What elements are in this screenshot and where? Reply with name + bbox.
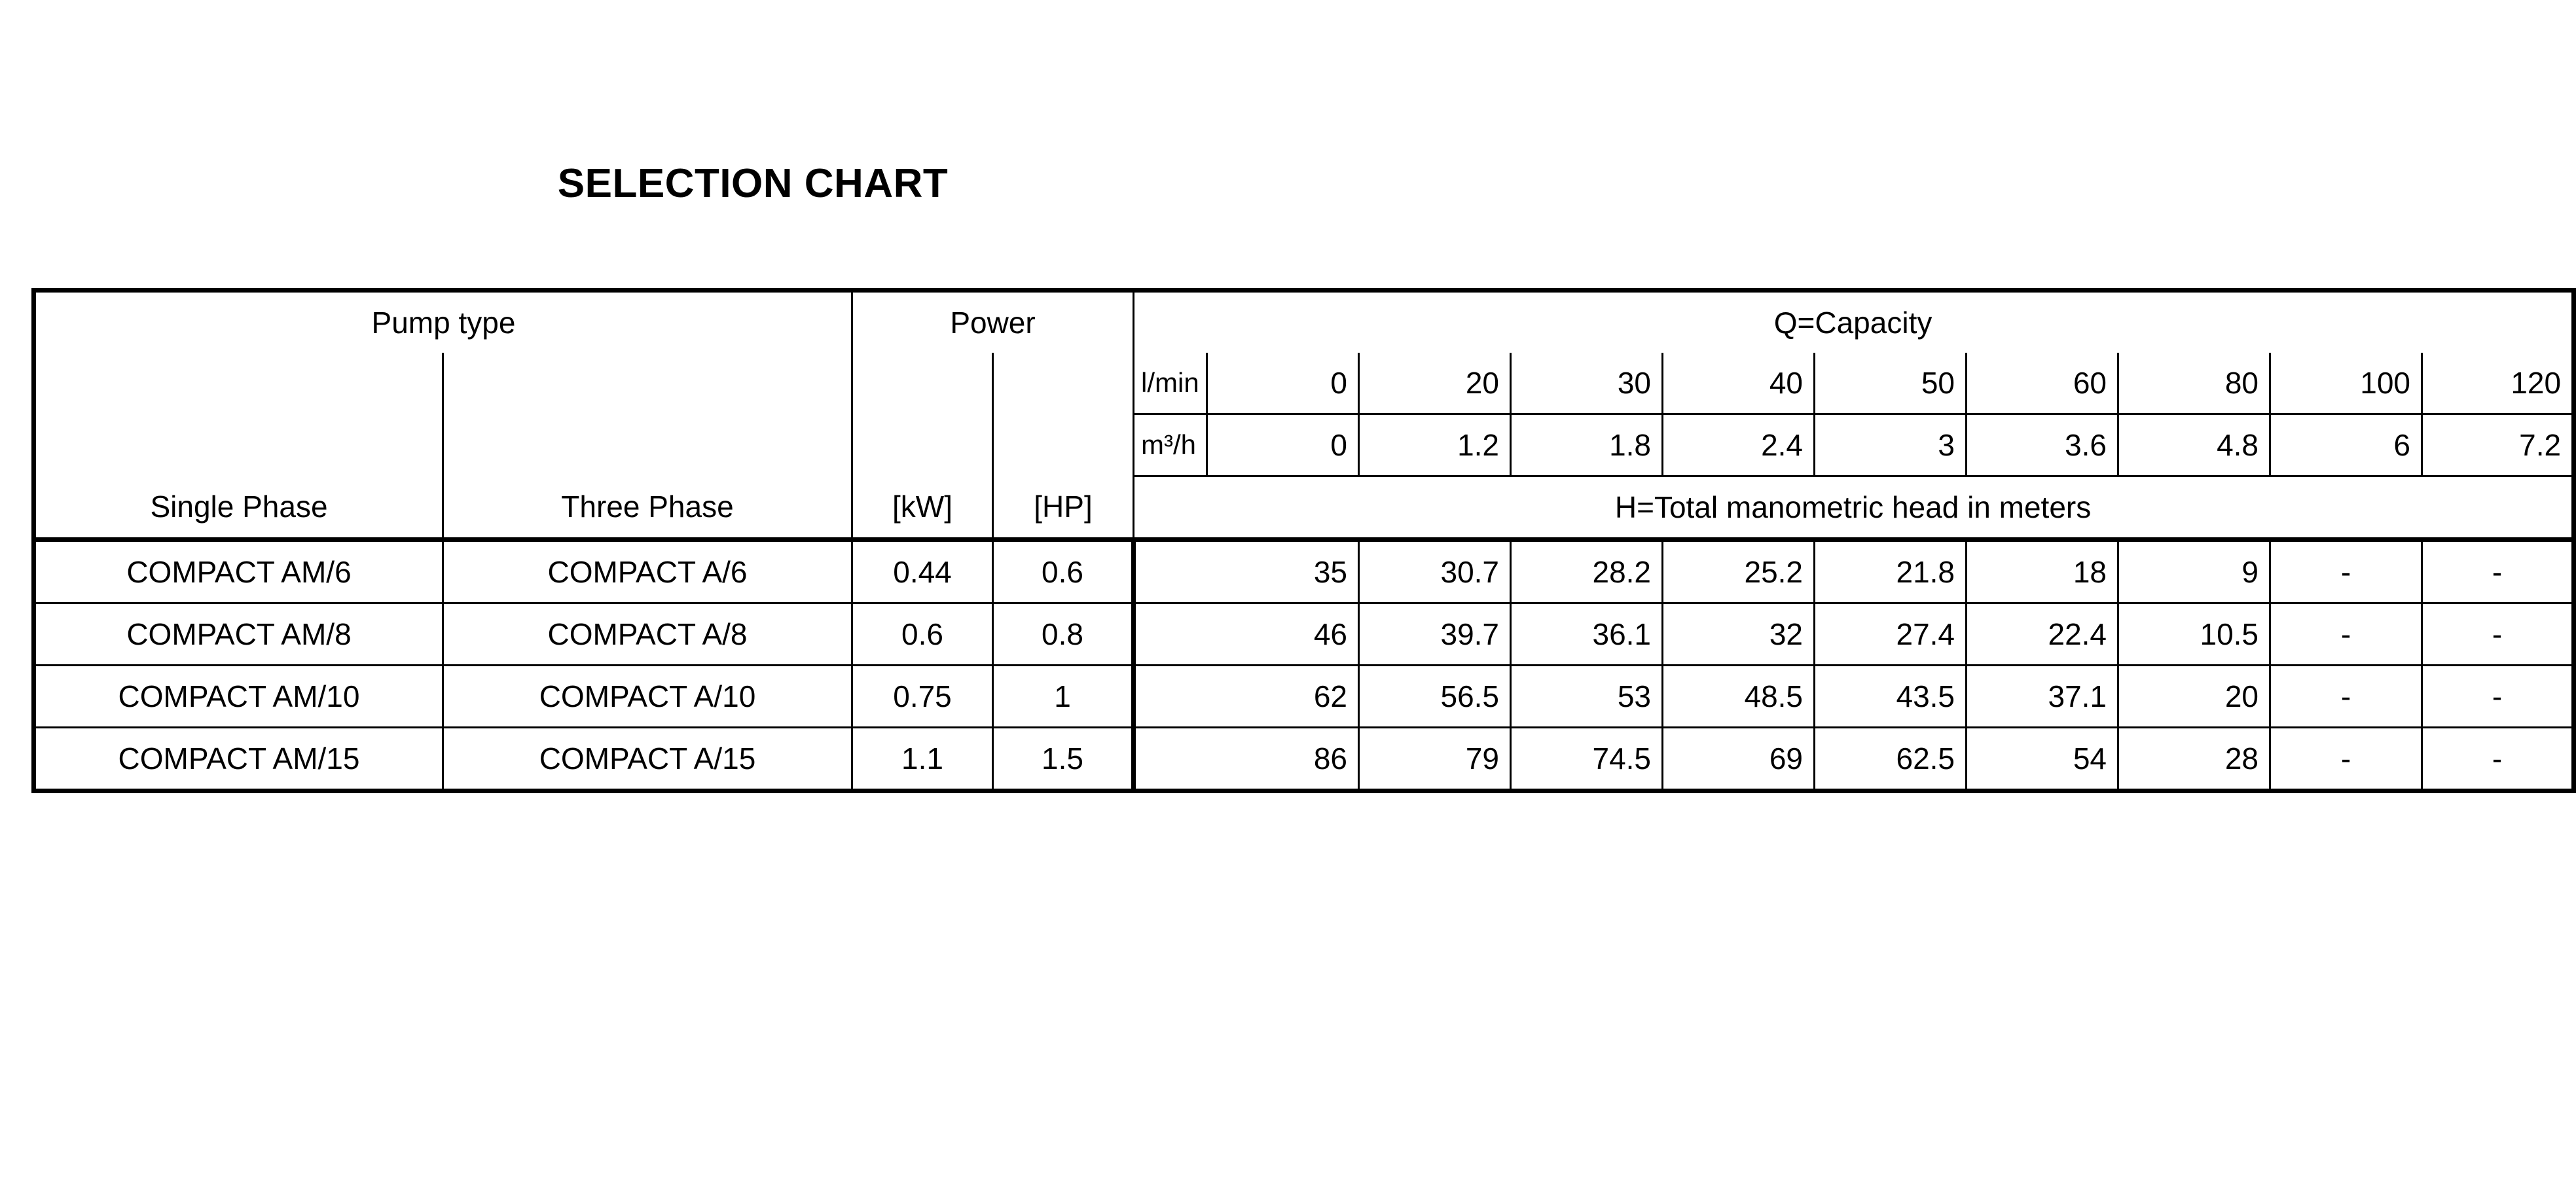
header-single-phase: Single Phase [34, 476, 443, 540]
selection-chart-table [31, 288, 2576, 793]
header-spacer-single-2 [34, 414, 443, 476]
cell-kw: 0.75 [852, 666, 993, 728]
capacity-lmin-50: 50 [1815, 353, 1967, 414]
cell-head-6: 9 [2118, 540, 2270, 603]
cell-head-3: 48.5 [1663, 666, 1815, 728]
cell-head-0: 86 [1134, 728, 1359, 791]
cell-head-7: - [2270, 728, 2422, 791]
capacity-m3h-3-6: 3.6 [1967, 414, 2118, 476]
header-hp: [HP] [993, 476, 1134, 540]
capacity-m3h-4-8: 4.8 [2118, 414, 2270, 476]
table-row [34, 728, 2574, 791]
header-row-group [34, 291, 2574, 353]
cell-hp: 0.6 [993, 540, 1134, 603]
cell-head-1: 56.5 [1359, 666, 1511, 728]
cell-head-2: 53 [1511, 666, 1663, 728]
header-head-note: H=Total manometric head in meters [1134, 476, 2574, 540]
cell-head-8: - [2422, 540, 2574, 603]
cell-three-phase: COMPACT A/15 [443, 728, 852, 791]
cell-head-3: 32 [1663, 603, 1815, 666]
header-row-lmin [34, 353, 2574, 414]
header-three-phase: Three Phase [443, 476, 852, 540]
cell-head-5: 37.1 [1967, 666, 2118, 728]
capacity-m3h-1-2: 1.2 [1359, 414, 1511, 476]
header-spacer-three-2 [443, 414, 852, 476]
cell-kw: 0.6 [852, 603, 993, 666]
cell-head-4: 43.5 [1815, 666, 1967, 728]
capacity-m3h-7-2: 7.2 [2422, 414, 2574, 476]
cell-three-phase: COMPACT A/6 [443, 540, 852, 603]
header-spacer-kw [852, 353, 993, 414]
cell-hp: 1 [993, 666, 1134, 728]
cell-head-4: 62.5 [1815, 728, 1967, 791]
cell-head-7: - [2270, 603, 2422, 666]
cell-head-1: 30.7 [1359, 540, 1511, 603]
capacity-lmin-60: 60 [1967, 353, 2118, 414]
cell-head-6: 28 [2118, 728, 2270, 791]
cell-single-phase: COMPACT AM/15 [34, 728, 443, 791]
header-capacity: Q=Capacity [1134, 291, 2574, 353]
cell-head-4: 27.4 [1815, 603, 1967, 666]
cell-head-3: 69 [1663, 728, 1815, 791]
table-row [34, 540, 2574, 603]
cell-hp: 0.8 [993, 603, 1134, 666]
cell-head-8: - [2422, 666, 2574, 728]
capacity-m3h-3: 3 [1815, 414, 1967, 476]
cell-head-3: 25.2 [1663, 540, 1815, 603]
header-kw: [kW] [852, 476, 993, 540]
selection-chart-table-wrapper [31, 288, 2562, 793]
table-row [34, 603, 2574, 666]
capacity-lmin-0: 0 [1207, 353, 1359, 414]
header-row-m3h [34, 414, 2574, 476]
cell-single-phase: COMPACT AM/6 [34, 540, 443, 603]
cell-head-0: 35 [1134, 540, 1359, 603]
cell-head-4: 21.8 [1815, 540, 1967, 603]
cell-head-7: - [2270, 666, 2422, 728]
cell-head-5: 22.4 [1967, 603, 2118, 666]
capacity-lmin-40: 40 [1663, 353, 1815, 414]
unit-label-m3h: m³/h [1134, 414, 1207, 476]
header-spacer-kw-2 [852, 414, 993, 476]
cell-head-2: 74.5 [1511, 728, 1663, 791]
header-spacer-hp [993, 353, 1134, 414]
header-spacer-single [34, 353, 443, 414]
cell-three-phase: COMPACT A/10 [443, 666, 852, 728]
cell-head-1: 79 [1359, 728, 1511, 791]
capacity-m3h-0: 0 [1207, 414, 1359, 476]
cell-head-6: 20 [2118, 666, 2270, 728]
header-spacer-hp-2 [993, 414, 1134, 476]
cell-single-phase: COMPACT AM/10 [34, 666, 443, 728]
unit-label-lmin: l/min [1134, 353, 1207, 414]
cell-single-phase: COMPACT AM/8 [34, 603, 443, 666]
header-row-subcolumns [34, 476, 2574, 540]
header-spacer-three [443, 353, 852, 414]
cell-head-1: 39.7 [1359, 603, 1511, 666]
cell-head-2: 36.1 [1511, 603, 1663, 666]
capacity-lmin-80: 80 [2118, 353, 2270, 414]
cell-head-8: - [2422, 603, 2574, 666]
capacity-m3h-6: 6 [2270, 414, 2422, 476]
header-power: Power [852, 291, 1134, 353]
cell-head-0: 62 [1134, 666, 1359, 728]
cell-head-5: 18 [1967, 540, 2118, 603]
capacity-lmin-20: 20 [1359, 353, 1511, 414]
cell-hp: 1.5 [993, 728, 1134, 791]
capacity-lmin-120: 120 [2422, 353, 2574, 414]
cell-head-8: - [2422, 728, 2574, 791]
cell-head-2: 28.2 [1511, 540, 1663, 603]
header-pump-type: Pump type [34, 291, 852, 353]
cell-kw: 0.44 [852, 540, 993, 603]
cell-head-5: 54 [1967, 728, 2118, 791]
page-title: SELECTION CHART [557, 161, 949, 206]
capacity-m3h-2-4: 2.4 [1663, 414, 1815, 476]
cell-three-phase: COMPACT A/8 [443, 603, 852, 666]
capacity-lmin-100: 100 [2270, 353, 2422, 414]
capacity-lmin-30: 30 [1511, 353, 1663, 414]
cell-head-0: 46 [1134, 603, 1359, 666]
cell-head-6: 10.5 [2118, 603, 2270, 666]
capacity-m3h-1-8: 1.8 [1511, 414, 1663, 476]
table-row [34, 666, 2574, 728]
cell-kw: 1.1 [852, 728, 993, 791]
cell-head-7: - [2270, 540, 2422, 603]
